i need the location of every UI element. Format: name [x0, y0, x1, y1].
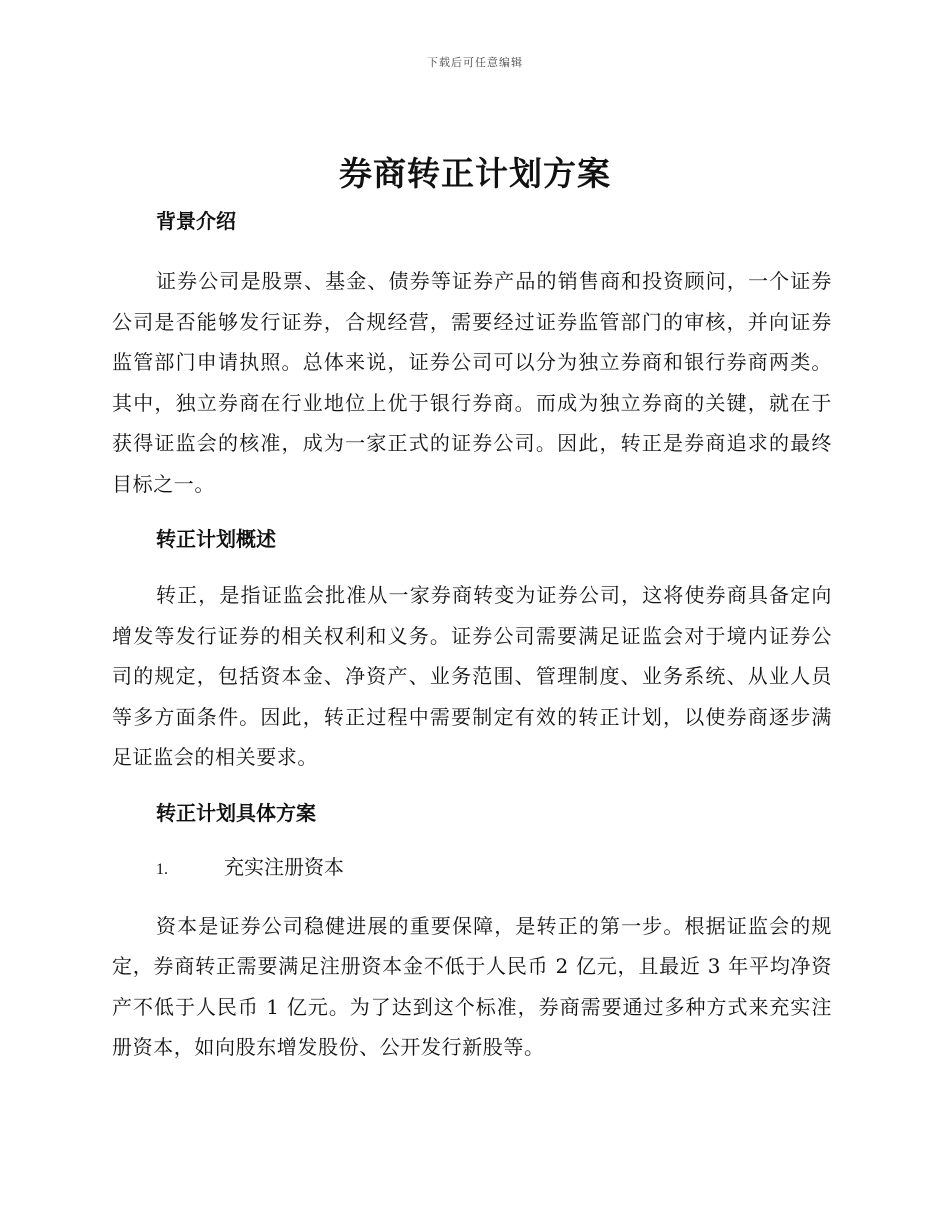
section-heading-overview: 转正计划概述 [156, 527, 276, 551]
header-note: 下载后可任意编辑 [427, 56, 523, 69]
section-heading-plan: 转正计划具体方案 [156, 800, 316, 825]
spacer [112, 831, 832, 849]
spacer [112, 504, 832, 519]
document-title: 券商转正计划方案 [339, 154, 611, 193]
spacer [112, 778, 832, 793]
paragraph-overview: 转正，是指证监会批准从一家券商转变为证券公司，这将使券商具备定向增发等发行证券的相关权利和义务。证券公司需要满足证监会对于境内证券公司的规定，包括资本金、净资产、业务范围、管理制度、业务系统、从业人员等多方面条件。因此，转正过程中需要制定有效的转正计划，以使券商逐步满足证监会的相关要求。 [112, 583, 832, 769]
item-number: 1. [156, 860, 168, 878]
spacer [112, 888, 832, 906]
paragraph-background: 证券公司是股票、基金、债券等证券产品的销售商和投资顾问，一个证券公司是否能够发行证券，合规经营，需要经过证券监管部门的审核，并向证券监管部门申请执照。总体来说，证券公司可以分为独立券商和银行券商两类。其中，独立券商在行业地位上优于银行券商。而成为独立券商的关键，就在于获得证监会的核准，成为一家正式的证券公司。因此，转正是券商追求的最终目标之一。 [112, 269, 832, 496]
paragraph-capital: 资本是证券公司稳健进展的重要保障，是转正的第一步。根据证监会的规定，券商转正需要满足注册资本金不低于人民币 2 亿元，且最近 3 年平均净资产不低于人民币 1 亿元。为了达到这个标准，券商需要通过多种方式来充实注册资本，如向股东增发股份、公开发行新股等。 [112, 913, 832, 1059]
section-heading-background: 背景介绍 [156, 209, 236, 233]
item-title: 充实注册资本 [224, 854, 344, 879]
numbered-item [156, 849, 832, 888]
spacer [112, 239, 832, 261]
spacer [112, 557, 832, 575]
document-body [112, 201, 832, 1068]
